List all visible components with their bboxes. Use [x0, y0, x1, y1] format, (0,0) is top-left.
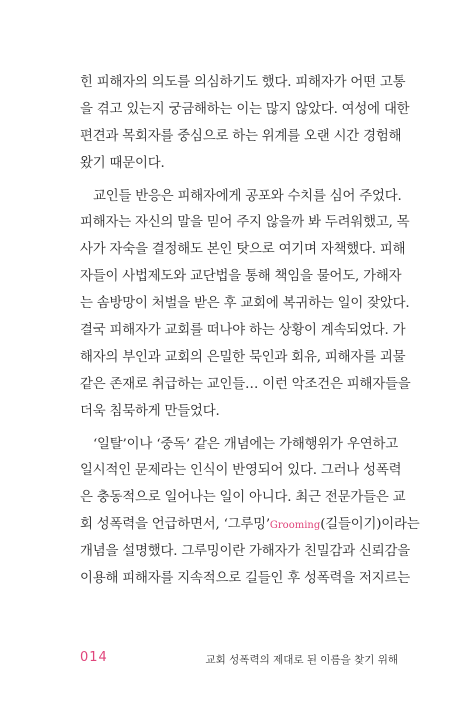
text-line: 교인들 반응은 피해자에게 공포와 수치를 심어 주었다.: [93, 188, 402, 204]
text-line: 더욱 침묵하게 만들었다.: [80, 403, 220, 419]
text-line: 을 겪고 있는지 궁금해하는 이는 많지 않았다. 여성에 대한: [80, 101, 410, 117]
text-line: 같은 존재로 취급하는 교인들… 이런 악조건은 피해자들을: [80, 376, 411, 392]
text-line-grooming: [80, 512, 420, 539]
text-line: 자들이 사법제도와 교단법을 통해 책임을 물어도, 가해자: [80, 269, 402, 285]
text-line: 피해자는 자신의 말을 믿어 주지 않을까 봐 두려워했고, 목: [80, 215, 410, 231]
page-footer: [80, 650, 398, 666]
text-line: 은 충동적으로 일어나는 일이 아니다. 최근 전문가들은 교: [80, 490, 406, 506]
text-line: 왔기 때문이다.: [80, 155, 165, 171]
text-line: ‘일탈’이나 ‘중독’ 같은 개념에는 가해행위가 우연하고: [93, 436, 398, 452]
text-line: 일시적인 문제라는 인식이 반영되어 있다. 그러나 성폭력: [80, 463, 402, 479]
text-line: 개념을 설명했다. 그루밍이란 가해자가 친밀감과 신뢰감을: [80, 544, 410, 560]
page-number: 014: [80, 650, 108, 665]
text-line: 힌 피해자의 의도를 의심하기도 했다. 피해자가 어떤 고통: [80, 75, 406, 90]
text-line: 이용해 피해자를 지속적으로 길들인 후 성폭력을 저지르는: [80, 571, 410, 587]
text-line: 편견과 목회자를 중심으로 하는 위계를 오랜 시간 경험해: [80, 128, 402, 144]
text-segment: 회 성폭력을 언급하면서, ‘그루밍’: [80, 517, 270, 533]
text-line: 결국 피해자가 교회를 떠나야 하는 상황이 계속되었다. 가: [80, 323, 406, 339]
text-line: 는 솜방망이 처벌을 받은 후 교회에 복귀하는 일이 잦았다.: [80, 296, 410, 312]
text-line: 사가 자숙을 결정해도 본인 탓으로 여기며 자책했다. 피해: [80, 242, 406, 258]
text-line: 해자의 부인과 교회의 은밀한 묵인과 회유, 피해자를 괴물: [80, 349, 406, 365]
body-text: [80, 70, 420, 593]
grooming-term: Grooming: [269, 520, 321, 532]
running-title: 교회 성폭력의 제대로 된 이름을 찾기 위해: [205, 654, 398, 666]
text-segment: (길들이기)이라는: [320, 517, 420, 533]
